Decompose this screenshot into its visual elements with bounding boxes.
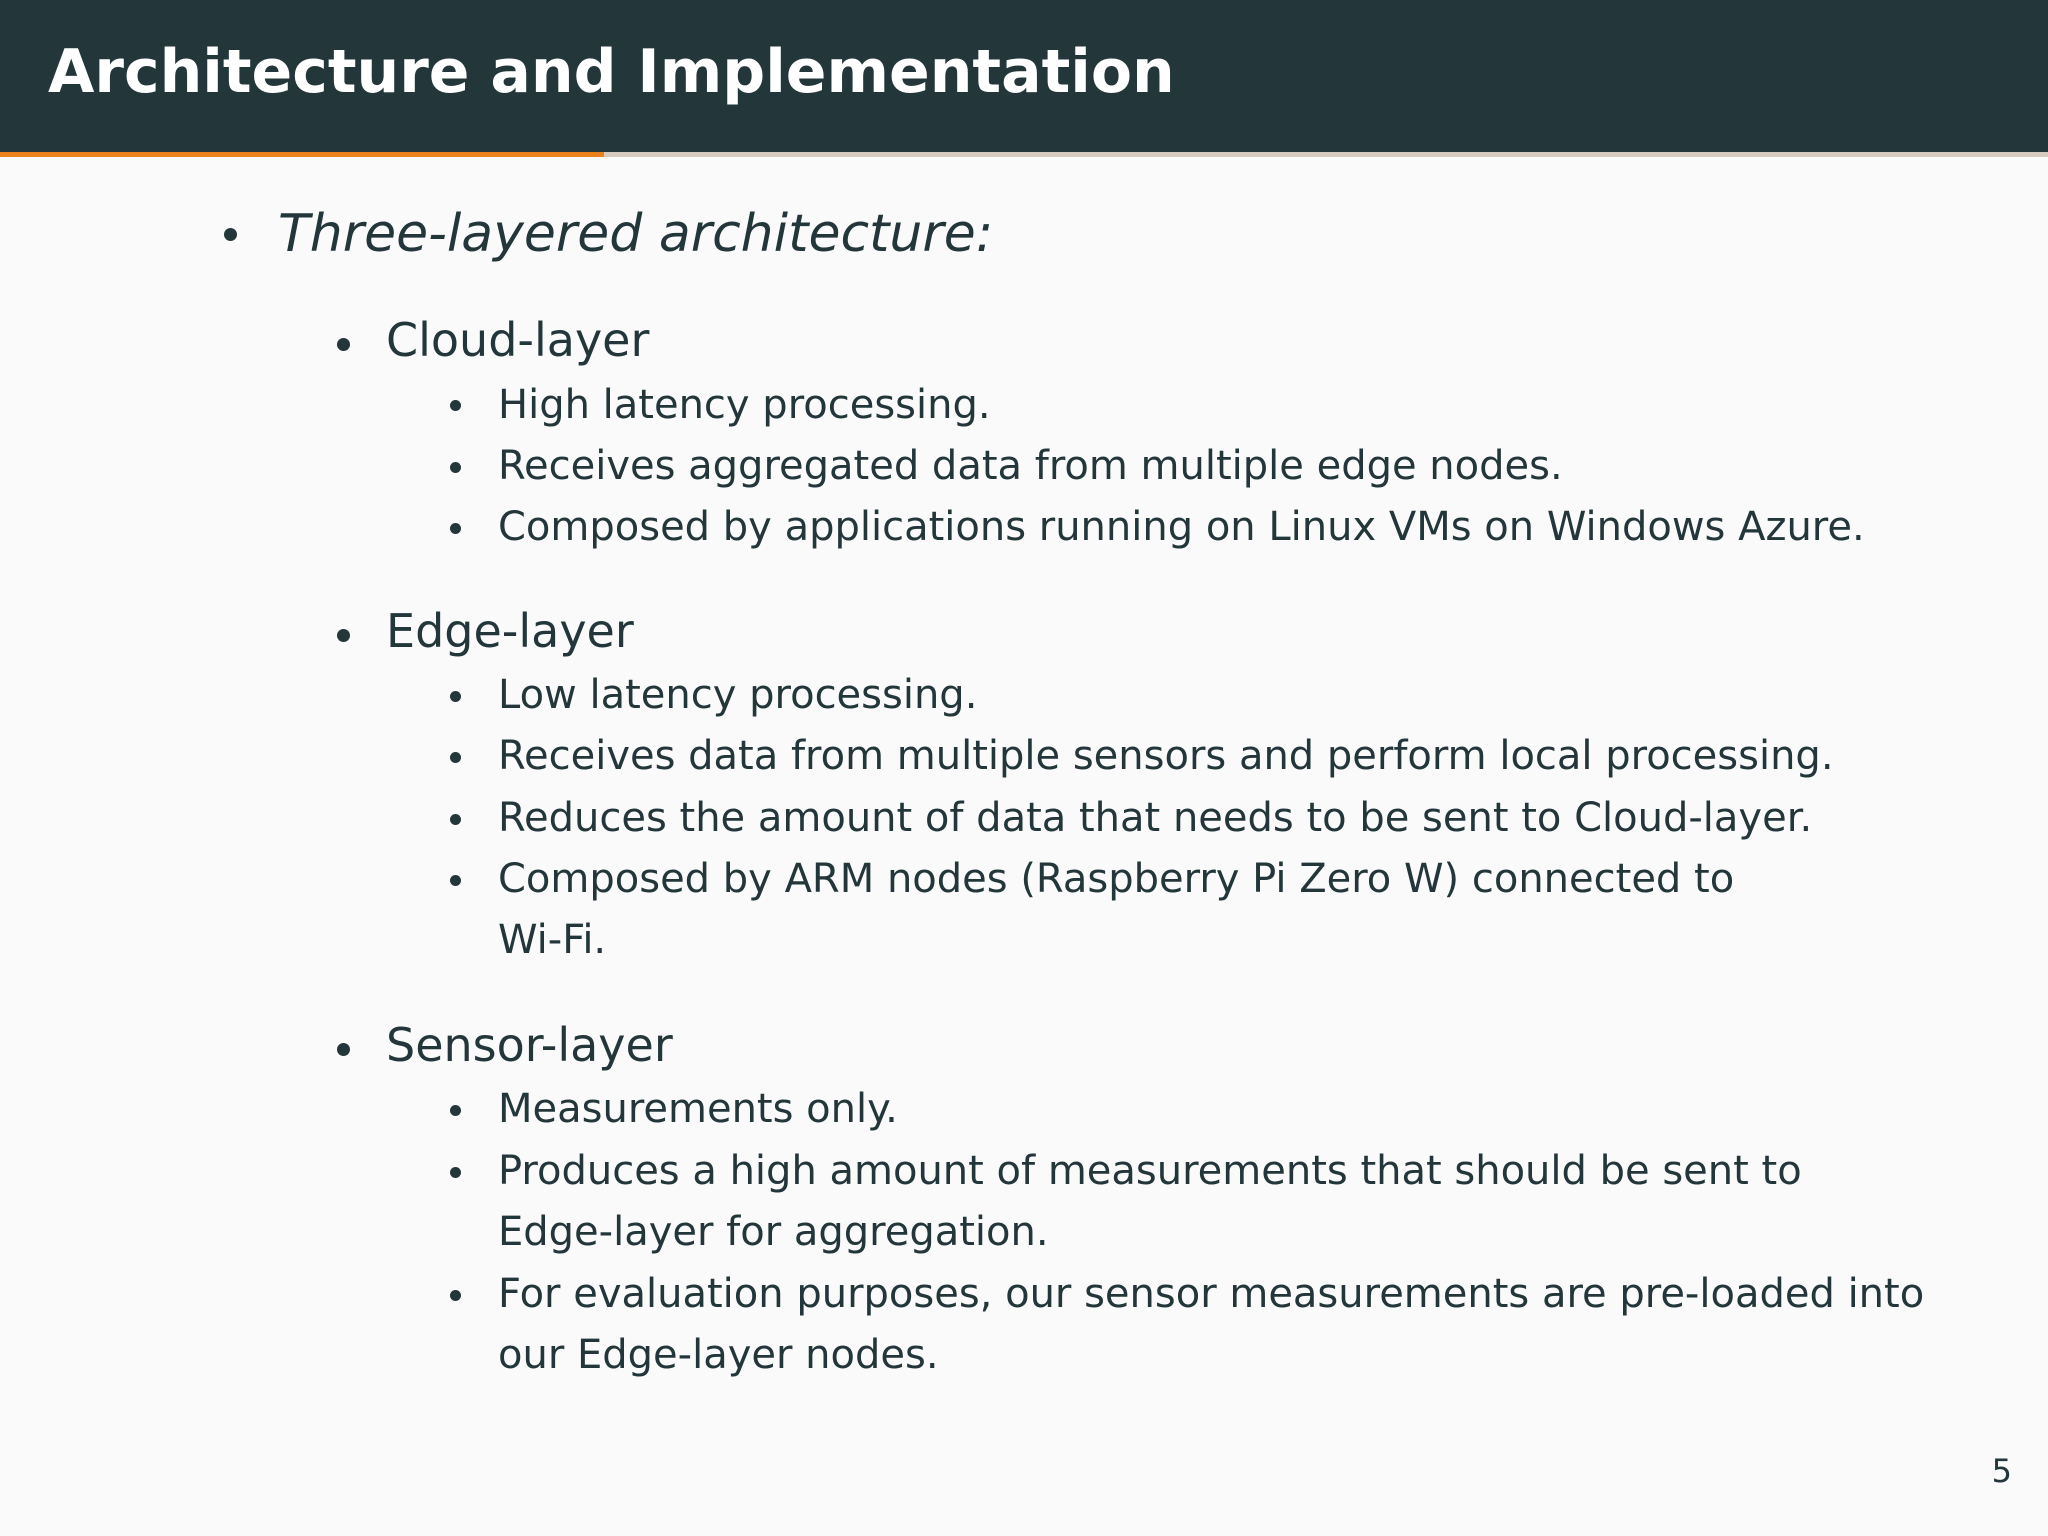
bullet-dot (450, 462, 461, 473)
cloud-layer-heading: Cloud-layer (386, 313, 650, 367)
bullet-dot (450, 400, 461, 411)
bullet-dot (337, 1043, 350, 1056)
sensor-point-line: For evaluation purposes, our sensor measurements are pre-loaded into (498, 1271, 1925, 1317)
edge-point-line: Wi-Fi. (498, 917, 607, 963)
sensor-point: Measurements only. (498, 1086, 898, 1132)
bullet-dot (450, 814, 461, 825)
edge-point: Reduces the amount of data that needs to be sent to Cloud-layer. (498, 795, 1813, 841)
edge-point-line: Composed by ARM nodes (Raspberry Pi Zero W) connected to (498, 856, 1735, 902)
page-number: 5 (1991, 1452, 2012, 1490)
sensor-point-line: Edge-layer for aggregation. (498, 1209, 1049, 1255)
bullet-dot (224, 228, 237, 241)
sensor-layer-heading: Sensor-layer (386, 1018, 673, 1072)
cloud-point: High latency processing. (498, 382, 991, 428)
bullet-dot (450, 1105, 461, 1116)
bullet-dot (450, 1167, 461, 1178)
edge-point: Receives data from multiple sensors and perform local processing. (498, 733, 1834, 779)
slide-title: Architecture and Implementation (48, 37, 1175, 107)
bullet-dot (450, 691, 461, 702)
bullet-dot (450, 875, 461, 886)
cloud-point: Receives aggregated data from multiple edge nodes. (498, 443, 1563, 489)
sensor-point-line: Produces a high amount of measurements that should be sent to (498, 1148, 1802, 1194)
cloud-point: Composed by applications running on Linux VMs on Windows Azure. (498, 504, 1865, 550)
sensor-point-line: our Edge-layer nodes. (498, 1332, 939, 1378)
intro-text: Three-layered architecture: (278, 204, 994, 264)
bullet-dot (450, 523, 461, 534)
bullet-dot (450, 1290, 461, 1301)
edge-point: Low latency processing. (498, 672, 978, 718)
bullet-dot (450, 752, 461, 763)
edge-layer-heading: Edge-layer (386, 604, 634, 658)
bullet-dot (337, 629, 350, 642)
bullet-dot (337, 338, 350, 351)
